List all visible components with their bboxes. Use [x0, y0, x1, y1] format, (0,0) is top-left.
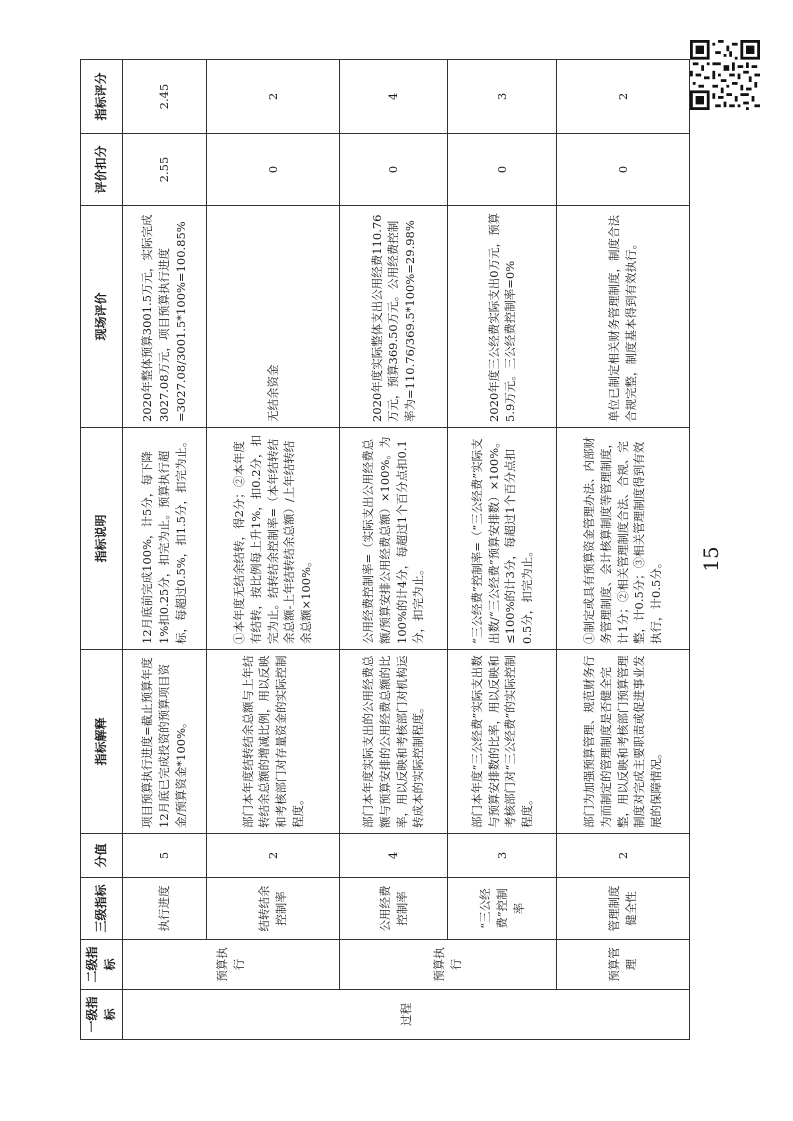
header-level2: 二级指标 [81, 940, 123, 990]
rotated-table-wrapper [80, 60, 690, 1040]
deduction-cell: 0 [556, 134, 689, 206]
table-row [339, 60, 447, 1040]
header-rating: 指标评分 [81, 60, 123, 134]
explanation-cell: 项目预算执行进度=截止预算年度12月底已完成投资的预算项目资金/预算资金*100%。 [123, 650, 207, 834]
page-number: 15 [699, 546, 723, 572]
description-cell: “三公经费”控制率=（“三公经费”实际支出数/“三公经费”预算安排数）×100%。≤100%的计3分，每超过1个百分点扣0.5分，扣完为止。 [448, 428, 556, 650]
explanation-cell: 部门本年度实际支出的公用经费总额与预算安排的公用经费总额的比率，用以反映和考核部门对机构运转成本的实际控制程度。 [339, 650, 447, 834]
level3-cell: 公用经费控制率 [339, 878, 447, 940]
level3-cell: 管理制度健全性 [556, 878, 689, 940]
score-cell: 4 [339, 834, 447, 878]
level3-cell: 结转结余控制率 [206, 878, 339, 940]
qr-code-icon [690, 40, 760, 110]
table-row [206, 60, 339, 1040]
deduction-cell: 0 [339, 134, 447, 206]
deduction-cell: 0 [448, 134, 556, 206]
description-cell: 公用经费控制率=（实际支出公用经费总额/预算安排公用经费总额）×100%。为100%的计4分，每超过1个百分点扣0.1分，扣完为止。 [339, 428, 447, 650]
description-cell: ①制定或具有预算资金管理办法、内部财务管理制度、会计核算制度等管理制度，计1分；②相关管理制度合法、合规、完整，计0.5分；③相关管理制度得到有效执行，计0.5分。 [556, 428, 689, 650]
evaluation-cell: 2020年度实际整体支出公用经费110.76万元，预算369.50万元。公用经费控制率为=110.76/369.5*100%=29.98% [339, 206, 447, 428]
evaluation-cell: 2020年整体预算3001.5万元，实际完成3027.08万元，项目预算执行进度=3027.08/3001.5*100%=100.85% [123, 206, 207, 428]
level3-cell: “三公经费”控制率 [448, 878, 556, 940]
header-description: 指标说明 [81, 428, 123, 650]
evaluation-cell: 单位已制定相关财务管理制度，制度合法合规完整，制度基本得到有效执行。 [556, 206, 689, 428]
qr-code-image [690, 40, 760, 110]
header-deduction: 评价扣分 [81, 134, 123, 206]
evaluation-cell: 无结余资金 [206, 206, 339, 428]
deduction-cell: 0 [206, 134, 339, 206]
header-level1: 一级指标 [81, 990, 123, 1040]
description-cell: 12月底前完成100%，计5分，每下降1%扣0.25分，扣完为止。预算执行超标，每超过0.5%，扣1.5分，扣完为止。 [123, 428, 207, 650]
indicator-table [80, 59, 690, 1040]
explanation-cell: 部门本年度结转结余总额与上年结转结余总额的增减比例，用以反映和考核部门对存量资金的实际控制程度。 [206, 650, 339, 834]
level1-cell: 过程 [123, 990, 690, 1040]
level2-cell: 预算执行 [339, 940, 556, 990]
evaluation-cell: 2020年度三公经费实际支出0万元，预算5.9万元。三公经费控制率=0% [448, 206, 556, 428]
level2-cell: 预算执行 [123, 940, 340, 990]
score-cell: 3 [448, 834, 556, 878]
table-header-row [81, 60, 123, 1040]
description-cell: ①本年度无结余结转，得2分；②本年度有结转，按比例每上升1%，扣0.2分，扣完为止。结转结余控制率=（本年结转结余总额-上年结转结余总额）/上年结转结余总额×100%。 [206, 428, 339, 650]
explanation-cell: 部门本年度“三公经费”实际支出数与预算安排数的比率，用以反映和考核部门对“三公经费”的实际控制程度。 [448, 650, 556, 834]
table-row [556, 60, 689, 1040]
header-level3: 三级指标 [81, 878, 123, 940]
table-row [448, 60, 556, 1040]
rating-cell: 2 [206, 60, 339, 134]
deduction-cell: 2.55 [123, 134, 207, 206]
table-row [123, 60, 207, 1040]
header-score: 分值 [81, 834, 123, 878]
rating-cell: 3 [448, 60, 556, 134]
level3-cell: 执行进度 [123, 878, 207, 940]
score-cell: 2 [206, 834, 339, 878]
score-cell: 2 [556, 834, 689, 878]
score-cell: 5 [123, 834, 207, 878]
explanation-cell: 部门为加强预算管理、规范财务行为而制定的管理制度是否健全完整，用以反映和考核部门预算管理制度对完成主要职责或促进事业发展的保障情况。 [556, 650, 689, 834]
level2-cell: 预算管理 [556, 940, 689, 990]
rating-cell: 2 [556, 60, 689, 134]
header-evaluation: 现场评价 [81, 206, 123, 428]
header-explanation: 指标解释 [81, 650, 123, 834]
rating-cell: 2.45 [123, 60, 207, 134]
rating-cell: 4 [339, 60, 447, 134]
